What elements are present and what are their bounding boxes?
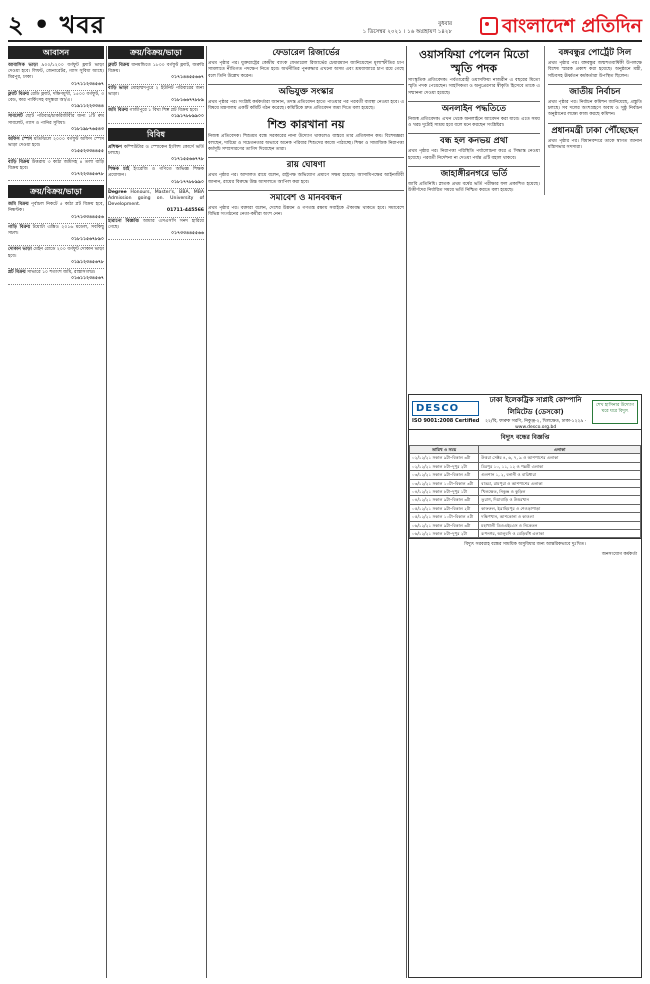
article-headline: বঙ্গবন্ধুর পোর্ট্রেট সিল [558,48,632,58]
ad-phone: ০১৭১৩৩৪৪৫৫৬ [71,214,104,220]
article-body: প্রথম পৃষ্ঠার পর। যুক্তরাষ্ট্রের কেন্দ্রীয় ব্যাংক ফেডারেল রিজার্ভের চেয়ারম্যান জানিয়েছেন মূল্যস্ফীতির চাপ সামলাতে নীতিগত পদক্ষেপ নিতে হবে। অর্থনীতির পুনরুদ্ধার এখনো অসম এবং শ্রমবাজারে চাপ রয়ে গেছে বলে তিনি উল্লেখ করেন। [208,61,404,79]
article-headline: অনলাইন পদ্ধতিতে [408,101,540,115]
notice-signature: জনসংযোগ কর্মকর্তা [601,552,637,558]
campaign-badge: শেখ হাসিনার উদ্যোগ ঘরে ঘরে বিদ্যুৎ [592,400,638,424]
column-divider [406,46,407,978]
ad-phone: ০১৬১১২৩৪৫৬৭ [71,276,104,282]
classifieds-column-b [108,46,204,978]
classified-ad [8,136,104,159]
ad-text: গাজীপুরে ১ বিঘা শিল্প প্লট বিক্রয় হবে। [129,108,199,114]
ad-text: ধানমন্ডিতে ১৮০০ বর্গফুট ফ্ল্যাট, জরুরি বিক্রয়। [108,63,204,75]
notice-footnote: বিদ্যুৎ সরবরাহ বন্ধের সাময়িক অসুবিধার জন্য আন্তরিকভাবে দুঃখিত। [409,538,641,550]
article-headline: রায় ঘোষণা [208,157,404,171]
table-cell: ০৫/১২/২১ সকাল ৯টা–বিকাল ২টা [410,504,479,512]
table-row [410,504,641,512]
article-headline: শিশু কারখানা নয় [267,118,345,132]
masthead [8,6,642,42]
ad-lead: বাড়ি ভাড়া [108,85,129,91]
column-header: এলাকা [479,446,641,454]
company-name: ঢাকা ইলেকট্রিক সাপ্লাই কোম্পানি লিমিটেড (ডেসকো) [489,396,582,416]
article-headline: ওয়াসফিয়া পেলেন মিতো স্মৃতি পদক [419,48,529,75]
table-cell: ০২/১২/২১ সকাল ৯টা–বিকাল ৩টা [410,454,479,462]
article-body: প্রথম পৃষ্ঠার পর। বঙ্গবন্ধুর জন্মশতবার্ষিকী উপলক্ষে বিশেষ স্মারক প্রকাশ করা হয়েছে। অনুষ্ঠানে মন্ত্রী, সচিবসহ ঊর্ধ্বতন কর্মকর্তারা উপস্থিত ছিলেন। [547,61,642,79]
table-cell: ০৪/১২/২১ সকাল ৮টা–দুপুর ১টা [410,488,479,496]
content-columns [8,46,642,978]
column-divider [206,46,207,978]
table-row [410,530,641,538]
article-headline: জাহাঙ্গীরনগরে ভর্তি [408,166,540,180]
brand-logo [480,12,642,40]
ad-phone: ০১৯১৭৮৮৯৯০০ [171,114,204,120]
article-body: প্রথম পৃষ্ঠার পর। বক্তারা বলেন, দেশের উন্নয়ন ও গণতন্ত্র রক্ষায় সবাইকে ঐক্যবদ্ধ থাকতে হবে। সমাবেশে বিভিন্ন সংগঠনের নেতা-কর্মীরা অংশ নেন। [208,205,404,218]
news-column-c [208,46,404,978]
side-story [544,46,642,195]
table-row [410,513,641,521]
table-cell: ০৫/১২/২১ সকাল ১০টা–বিকাল ৪টা [410,513,479,521]
column-header: তারিখ ও সময় [410,446,479,454]
table-row [410,496,641,504]
category-header: ক্রয়/বিক্রয়/ভাড়া [108,46,204,59]
classified-ad [108,85,204,108]
ad-lead: ফ্ল্যাট বিক্রয় [8,91,29,97]
classified-ad [108,144,204,167]
article-headline: প্রধানমন্ত্রী ঢাকা পৌঁছেছেন [548,123,642,137]
classified-ad [8,246,104,269]
article-body: সাংস্কৃতিক প্রতিবেদক। পর্বতারোহী ওয়াসফিয়া নাজরীন এ বছরের মিতো স্মৃতি পদক পেয়েছেন। সাহসিকতা ও অনুপ্রেরণার স্বীকৃতি হিসেবে তাকে এ সম্মাননা দেওয়া হয়েছে। [408,78,540,96]
desco-notice [408,394,642,978]
table-cell: ০৬/১২/২১ সকাল ৮টা–দুপুর ২টা [410,530,479,538]
table-row [410,521,641,529]
ad-phone: ০১৯১১২২৩৩৪৪ [71,104,104,110]
ad-lead: সাবলেট [8,114,23,120]
ad-lead: শিক্ষক চাই [108,167,130,173]
table-cell: মহাখালী ডিওএইচএস ও নিকেতন [479,521,641,529]
table-cell: দক্ষিণখান, আশকোনা ও কাওলা [479,513,641,521]
table-cell: উত্তরা সেক্টর ৪, ৬, ৭, ৯ ও আশপাশের এলাকা [479,454,641,462]
outage-table [409,445,641,538]
notice-title-block [479,394,592,430]
ad-text: ৯০০/১২০০ বর্গফুট ফ্ল্যাট ভাড়া দেওয়া হবে। লিফট, জেনারেটর, গ্যাস সুবিধা আছে। মিরপুর, ঢাকা। [8,63,104,81]
ad-lead: অফিস স্পেস [8,137,32,143]
ad-text: Honours, Master's, BBA, MBA Admission going on. University of Development. [108,189,204,208]
ad-text: টয়োটা এক্সিও ২০১৬ মডেল, সবকিছু সচল। [8,224,104,237]
article-body: নিজস্ব প্রতিবেদক। শিশুশ্রম বন্ধে সরকারের নানা উদ্যোগ থাকলেও বাস্তবে তার প্রতিফলন কম। বিশেষজ্ঞরা বলছেন, দারিদ্র্য ও সচেতনতার অভাবে অনেক পরিবার শিশুদের কাজে পাঠাচ্ছে। শিক্ষা ও সামাজিক নিরাপত্তা কর্মসূচি সম্প্রসারণের তাগিদ দিয়েছেন তারা। [208,134,404,153]
classified-ad [108,189,204,218]
table-cell: ০২/১২/২১ সকাল ৮টা–দুপুর ২টা [410,462,479,470]
table-cell: তুরাগ, দিয়াবাড়ি ও উত্তরখান [479,496,641,504]
company-address: ২২/বি, ফারুক সরণি, নিকুঞ্জ-২, খিলক্ষেত, ঢাকা-১২২৯ · www.desco.org.bd [485,419,587,430]
table-row [410,488,641,496]
news-column-d [408,46,642,978]
classified-ad [108,218,204,241]
ad-lead: জমি বিক্রয় [8,202,29,208]
ad-phone: ০১৭৩৩৪৪৫৫৬৬ [171,231,204,237]
article-headline: জাতীয় নির্বাচন [548,84,642,98]
table-row [410,471,641,479]
day-label: বুধবার [438,21,452,27]
ad-phone: ০১৭১৫৫৬৬৭৭৮ [171,157,204,163]
ad-phone: ০১৮১১৫৬৭৮৯০ [71,237,104,243]
ad-text: আমার এসএসসি সনদ হারিয়ে গেছে। [108,218,204,230]
ad-lead: হারানো বিজ্ঞপ্তি [108,218,139,224]
article-headline: অভিযুক্ত সংস্কার [208,84,404,98]
section-label: ২ • খবর [8,10,105,39]
table-row [410,479,641,487]
ad-text: সাভারে ১০ শতাংশ জমি, রাস্তাসংলগ্ন। [27,270,96,276]
ad-text: মতিঝিলে ২০০০ বর্গফুট অফিস স্পেস ভাড়া দেওয়া হবে। [8,137,104,149]
ad-text: মোহাম্মদপুরে ২ ইউনিট পরিবারের জন্য ভাড়া। [108,85,204,97]
table-cell: ০৬/১২/২১ সকাল ৯টা–বিকাল ৩টা [410,521,479,529]
table-cell: মিরপুর ১০, ১১, ১২ ও পল্লবী এলাকা [479,462,641,470]
ad-text: উত্তরায় ৩ কাঠা জমিসহ ৪ তলা বাড়ি বিক্রয় হবে। [8,159,104,171]
article-body: নিজস্ব প্রতিবেদক। এখন থেকে অনলাইনে আবেদন করা যাবে। এতে সময় ও খরচ দুটোই সাশ্রয় হবে বলে মনে করছেন সংশ্লিষ্টরা। [408,116,540,129]
table-cell: ০৩/১২/২১ সকাল ৯টা–বিকাল ৪টা [410,471,479,479]
article-body: জাবি প্রতিনিধি। স্নাতক প্রথম বর্ষের ভর্তি পরীক্ষার ফল প্রকাশিত হয়েছে। উত্তীর্ণদের নির্ধারিত সময়ে ভর্তি নিশ্চিত করতে বলা হয়েছে। [408,182,540,194]
ad-phone: ০১৮১৯৮৭৬৫৪৩ [71,126,104,132]
ad-text: মেইন রোডে ২০০ বর্গফুট দোকান ভাড়া হবে। [8,247,104,259]
ad-lead: দোকান ভাড়া [8,247,32,253]
table-row [410,462,641,470]
classified-ad [108,107,204,123]
table-cell: খিলক্ষেত, নিকুঞ্জ ও কুড়িল [479,488,641,496]
classified-ad [8,269,104,285]
dateline [362,21,452,37]
article-headline: ফেডারেল রিজার্ভের [272,48,340,58]
article-body: প্রথম পৃষ্ঠার পর। নির্বাচন কমিশন জানিয়েছে, প্রস্তুতি চলছে। সব দলের অংশগ্রহণে অবাধ ও সুষ্ঠু নির্বাচন অনুষ্ঠানের লক্ষ্যে কাজ করছে কমিশন। [547,99,642,118]
article-body: প্রথম পৃষ্ঠার পর। সংশ্লিষ্ট কর্মকর্তারা জানান, তদন্ত প্রতিবেদন হাতে পাওয়ার পর পরবর্তী ব্যবস্থা নেওয়া হবে। এ বিষয়ে মন্ত্রণালয় একটি কমিটি গঠন করেছে। কমিটিকে দ্রুত প্রতিবেদন জমা দিতে বলা হয়েছে। [208,99,404,112]
table-cell: কাফরুল, ইব্রাহিমপুর ও শেওড়াপাড়া [479,504,641,512]
iso-label: ISO 9001:2008 Certified [412,417,480,424]
category-header: ক্রয়/বিক্রয়/ভাড়া [8,185,104,198]
classifieds-column-a [8,46,104,978]
ad-phone: ০১৯১২৩৪৫৬৭৮ [71,259,104,265]
ad-lead: জমি বিক্রয় [108,108,128,114]
ad-lead: গাড়ি বিক্রয় [8,224,31,230]
lead-story [408,46,540,195]
article-headline: বন্ধ হল কনভয় প্রথা [408,133,540,147]
top-stories-row [408,46,642,195]
ad-lead: ফ্ল্যাট বিক্রয় [108,63,130,68]
notice-title: বিদ্যুৎ বন্ধের বিজ্ঞপ্তি [500,434,550,441]
ad-text: কম্পিউটার ও স্পোকেন ইংলিশ কোর্সে ভর্তি চলছে। [108,144,204,156]
article-body: প্রথম পৃষ্ঠার পর। বিমানবন্দরে তাকে স্বাগত জানান মন্ত্রিসভার সদস্যরা। [547,138,642,151]
classified-ad [8,201,104,224]
table-cell: রূপনগর, আলুবদি ও বেড়িবাঁধ এলাকা [479,530,641,538]
classified-ad [108,62,204,85]
table-header-row [410,446,641,454]
table-cell: ০৩/১২/২১ সকাল ১০টা–বিকাল ৩টা [410,479,479,487]
ad-text: ছোট পরিবার/চাকরিজীবীর জন্য ১টি রুম সাবলেট, গ্যাস ও পানির সুবিধা। [8,114,104,126]
ad-phone: ০১৭১১২৩৪৫৬৭ [71,81,104,87]
table-cell: গুলশান ১, ২, বনানী ও বারিধারা [479,471,641,479]
brand-mark-icon [480,17,498,35]
ad-text: পূর্বাচল নিকটে ৫ কাঠা প্লট বিক্রয় হবে, নিষ্কণ্টক। [8,202,104,214]
classified-ad [8,62,104,91]
desco-logo-text: DESCO [412,401,479,416]
ad-text: ইংরেজি ও গণিতে অভিজ্ঞ শিক্ষক প্রয়োজন। [108,167,204,179]
article-body: প্রথম পৃষ্ঠার পর। নিরাপত্তা পরিস্থিতি পর্যালোচনা করে এ সিদ্ধান্ত নেওয়া হয়েছে। পরবর্তী নির্দেশনা না দেওয়া পর্যন্ত এটি বহাল থাকবে। [408,149,540,161]
article-headline: সমাবেশ ও মানববন্ধন [208,190,404,204]
classified-ad [8,159,104,182]
category-header: আবাসন [8,46,104,59]
ad-lead: বাড়ি বিক্রয় [8,159,30,165]
ad-lead: Degree [108,189,127,195]
notice-header [409,395,641,430]
brand-name: বাংলাদেশ প্রতিদিন [501,15,642,37]
ad-phone: ০১৮১৬৬৭৭৮৮৯ [171,98,204,104]
column-divider [106,46,107,978]
classified-ad [108,166,204,189]
section-tag [8,10,105,40]
ad-phone: 01711-445566 [166,208,204,214]
classified-ad [8,113,104,136]
date-label: ১ ডিসেম্বর ২০২১ । ১৬ অগ্রহায়ণ ১৪২৮ [362,29,452,35]
ad-lead: আবাসিক ভাড়া [8,63,38,68]
table-cell: বাড্ডা, রামপুরা ও আশপাশের এলাকা [479,479,641,487]
category-header: বিবিধ [108,128,204,141]
table-row [410,454,641,462]
ad-phone: ০১৭২২৩৪৫৬৭৮ [71,172,104,178]
desco-logo [412,401,479,424]
ad-phone: ০১৮১৭৭৮৮৯৯০ [171,179,204,185]
classified-ad [8,91,104,114]
article-body: প্রথম পৃষ্ঠার পর। আদালত রায়ে বলেন, রাষ্ট্রপক্ষ অভিযোগ প্রমাণে সক্ষম হয়েছে। আসামিপক্ষের আইনজীবী জানান, রায়ের বিরুদ্ধে উচ্চ আদালতে আপিল করা হবে। [208,173,404,185]
table-cell: ০৪/১২/২১ সকাল ৯টা–বিকাল ৩টা [410,496,479,504]
ad-lead: প্রশিক্ষণ [108,144,122,150]
ad-lead: প্লট বিক্রয় [8,270,26,276]
ad-text: রেডি ফ্ল্যাট, দক্ষিণমুখী, ১৫০০ বর্গফুট, ৩ বেড, কার পার্কিংসহ বসুন্ধরা আ/এ। [8,91,104,104]
ad-phone: ০১৭১৪৪৫৫৬৬৭ [171,75,204,81]
classified-ad [8,224,104,247]
ad-phone: ০১৫৫২৩৩৪৪৫৫ [71,149,104,155]
